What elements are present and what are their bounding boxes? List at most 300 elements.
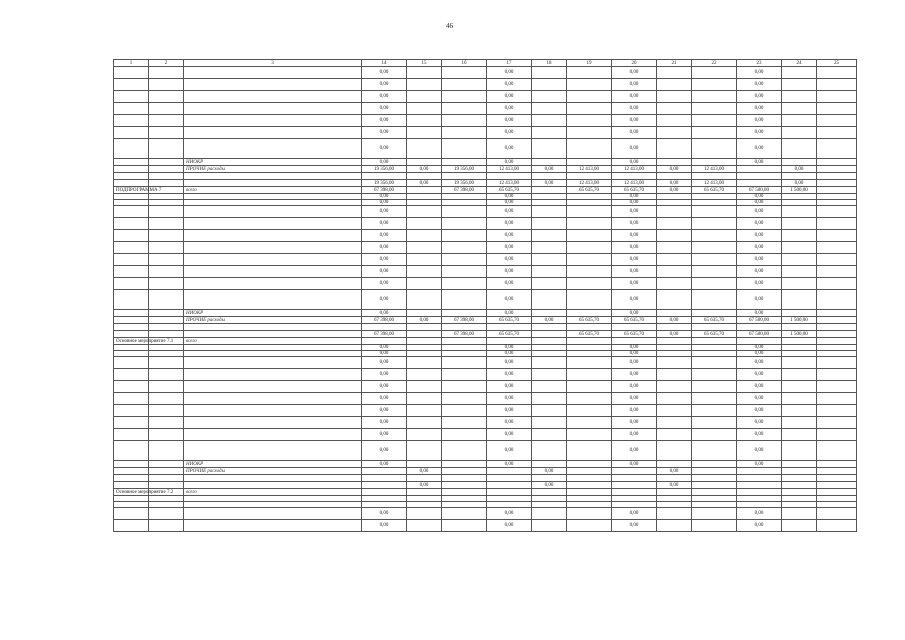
value-cell: 0,00 xyxy=(487,159,532,166)
value-cell xyxy=(407,441,442,461)
value-cell xyxy=(782,461,817,468)
value-cell xyxy=(442,127,487,139)
value-cell xyxy=(532,489,567,496)
program-label xyxy=(114,180,149,187)
funding-source xyxy=(184,357,362,369)
value-cell xyxy=(487,338,532,345)
column-header: 22 xyxy=(692,60,737,67)
value-cell xyxy=(442,357,487,369)
value-cell: 67 398,00 xyxy=(362,317,407,324)
value-cell: 0,00 xyxy=(487,206,532,218)
value-cell: 0,00 xyxy=(487,91,532,103)
value-cell xyxy=(487,173,532,180)
value-cell: 0,00 xyxy=(362,441,407,461)
value-cell xyxy=(657,310,692,317)
value-cell: 0,00 xyxy=(737,194,782,200)
value-cell: 19 356,00 xyxy=(442,166,487,173)
program-name xyxy=(149,91,184,103)
value-cell xyxy=(782,429,817,441)
value-cell xyxy=(817,206,857,218)
value-cell xyxy=(782,475,817,482)
value-cell xyxy=(487,482,532,489)
value-cell: 0,00 xyxy=(612,345,657,351)
value-cell: 0,00 xyxy=(612,159,657,166)
value-cell xyxy=(657,242,692,254)
value-cell xyxy=(442,278,487,290)
value-cell: 0,00 xyxy=(362,429,407,441)
value-cell: 0,00 xyxy=(487,278,532,290)
value-cell: 0,00 xyxy=(612,429,657,441)
value-cell: 65 635,70 xyxy=(612,317,657,324)
program-label xyxy=(114,508,149,520)
value-cell xyxy=(532,67,567,79)
value-cell xyxy=(692,290,737,310)
program-label xyxy=(114,159,149,166)
value-cell xyxy=(692,489,737,496)
column-header: 21 xyxy=(657,60,692,67)
table-row xyxy=(114,417,857,429)
funding-source xyxy=(184,520,362,532)
value-cell xyxy=(657,115,692,127)
value-cell: 0,00 xyxy=(737,230,782,242)
value-cell xyxy=(407,159,442,166)
value-cell xyxy=(657,357,692,369)
value-cell xyxy=(532,405,567,417)
value-cell xyxy=(442,159,487,166)
value-cell xyxy=(407,115,442,127)
value-cell: 0,00 xyxy=(487,127,532,139)
value-cell xyxy=(567,381,612,393)
table-row xyxy=(114,242,857,254)
program-label xyxy=(114,115,149,127)
value-cell xyxy=(567,91,612,103)
value-cell: 0,00 xyxy=(362,290,407,310)
value-cell xyxy=(442,468,487,475)
value-cell xyxy=(362,489,407,496)
value-cell xyxy=(532,230,567,242)
budget-table xyxy=(113,59,857,532)
value-cell xyxy=(817,139,857,159)
program-name xyxy=(149,417,184,429)
table-row xyxy=(114,405,857,417)
value-cell xyxy=(532,254,567,266)
value-cell xyxy=(362,338,407,345)
value-cell xyxy=(442,417,487,429)
value-cell: 0,00 xyxy=(362,242,407,254)
value-cell xyxy=(362,475,407,482)
value-cell xyxy=(407,324,442,331)
value-cell xyxy=(567,468,612,475)
value-cell xyxy=(407,242,442,254)
program-label xyxy=(114,482,149,489)
value-cell: 67 398,00 xyxy=(442,331,487,338)
value-cell: 0,00 xyxy=(612,369,657,381)
value-cell xyxy=(487,324,532,331)
value-cell: 67 500,00 xyxy=(737,317,782,324)
value-cell xyxy=(782,103,817,115)
table-row xyxy=(114,180,857,187)
value-cell xyxy=(407,127,442,139)
table-row xyxy=(114,218,857,230)
value-cell xyxy=(737,338,782,345)
funding-source xyxy=(184,331,362,338)
table-row xyxy=(114,331,857,338)
value-cell xyxy=(692,357,737,369)
table-row xyxy=(114,79,857,91)
program-label xyxy=(114,417,149,429)
value-cell xyxy=(442,242,487,254)
table-body xyxy=(114,60,857,532)
value-cell: 65 635,70 xyxy=(567,187,612,194)
value-cell: 0,00 xyxy=(612,242,657,254)
program-name xyxy=(149,310,184,317)
value-cell: 12 413,00 xyxy=(612,180,657,187)
value-cell: 0,00 xyxy=(532,180,567,187)
value-cell xyxy=(567,254,612,266)
value-cell: 67 398,00 xyxy=(362,187,407,194)
table-row xyxy=(114,461,857,468)
value-cell: 0,00 xyxy=(612,194,657,200)
value-cell: 0,00 xyxy=(532,166,567,173)
value-cell: 0,00 xyxy=(737,441,782,461)
funding-source xyxy=(184,218,362,230)
table-row xyxy=(114,230,857,242)
program-label xyxy=(114,127,149,139)
value-cell: 0,00 xyxy=(612,310,657,317)
value-cell: 0,00 xyxy=(737,91,782,103)
table-row xyxy=(114,254,857,266)
funding-source xyxy=(184,180,362,187)
value-cell: 0,00 xyxy=(737,508,782,520)
value-cell: 0,00 xyxy=(487,79,532,91)
value-cell xyxy=(817,482,857,489)
value-cell: 65 635,70 xyxy=(612,331,657,338)
funding-source xyxy=(184,91,362,103)
value-cell xyxy=(657,338,692,345)
value-cell: 1 500,00 xyxy=(782,331,817,338)
program-name xyxy=(149,290,184,310)
value-cell: 0,00 xyxy=(487,441,532,461)
value-cell xyxy=(782,357,817,369)
value-cell xyxy=(817,489,857,496)
funding-source xyxy=(184,290,362,310)
value-cell xyxy=(657,278,692,290)
value-cell xyxy=(407,67,442,79)
funding-source xyxy=(184,266,362,278)
value-cell xyxy=(817,242,857,254)
funding-source: НИОКР xyxy=(184,310,362,317)
funding-source: всего xyxy=(184,338,362,345)
value-cell xyxy=(612,482,657,489)
value-cell xyxy=(407,357,442,369)
funding-source: ПРОЧИЕ расходы xyxy=(184,468,362,475)
value-cell xyxy=(407,218,442,230)
value-cell xyxy=(782,218,817,230)
value-cell: 65 635,70 xyxy=(612,187,657,194)
value-cell xyxy=(782,417,817,429)
program-name xyxy=(149,357,184,369)
value-cell: 0,00 xyxy=(487,139,532,159)
table-row xyxy=(114,508,857,520)
value-cell xyxy=(407,206,442,218)
value-cell: 0,00 xyxy=(737,242,782,254)
value-cell: 0,00 xyxy=(737,393,782,405)
value-cell: 0,00 xyxy=(612,417,657,429)
value-cell xyxy=(657,369,692,381)
value-cell: 0,00 xyxy=(487,369,532,381)
value-cell xyxy=(567,67,612,79)
funding-source: ПРОЧИЕ расходы xyxy=(184,166,362,173)
value-cell xyxy=(532,79,567,91)
program-name xyxy=(149,242,184,254)
value-cell xyxy=(782,67,817,79)
value-cell: 65 635,70 xyxy=(692,187,737,194)
program-label xyxy=(114,230,149,242)
value-cell: 0,00 xyxy=(737,290,782,310)
value-cell xyxy=(362,482,407,489)
value-cell xyxy=(567,103,612,115)
table-row xyxy=(114,338,857,345)
funding-source xyxy=(184,324,362,331)
value-cell xyxy=(567,127,612,139)
value-cell: 0,00 xyxy=(612,357,657,369)
value-cell xyxy=(407,266,442,278)
value-cell xyxy=(692,278,737,290)
value-cell xyxy=(407,393,442,405)
value-cell xyxy=(817,103,857,115)
value-cell: 0,00 xyxy=(487,218,532,230)
value-cell: 0,00 xyxy=(362,278,407,290)
value-cell xyxy=(817,187,857,194)
value-cell: 0,00 xyxy=(782,166,817,173)
column-header: 24 xyxy=(782,60,817,67)
program-label xyxy=(114,381,149,393)
program-label xyxy=(114,278,149,290)
value-cell xyxy=(407,139,442,159)
program-label xyxy=(114,242,149,254)
value-cell xyxy=(407,381,442,393)
value-cell xyxy=(362,468,407,475)
value-cell: 0,00 xyxy=(362,357,407,369)
value-cell: 65 635,70 xyxy=(567,331,612,338)
table-row xyxy=(114,310,857,317)
value-cell xyxy=(782,482,817,489)
value-cell xyxy=(532,187,567,194)
value-cell: 0,00 xyxy=(612,254,657,266)
funding-source xyxy=(184,115,362,127)
value-cell: 0,00 xyxy=(612,91,657,103)
value-cell xyxy=(692,338,737,345)
program-label xyxy=(114,468,149,475)
column-header: 16 xyxy=(442,60,487,67)
value-cell xyxy=(692,508,737,520)
value-cell: 0,00 xyxy=(362,461,407,468)
program-name xyxy=(149,508,184,520)
value-cell xyxy=(442,429,487,441)
program-label xyxy=(114,429,149,441)
value-cell xyxy=(657,127,692,139)
value-cell: 0,00 xyxy=(487,381,532,393)
funding-source: всего xyxy=(184,489,362,496)
value-cell xyxy=(817,405,857,417)
value-cell xyxy=(782,405,817,417)
value-cell xyxy=(692,461,737,468)
value-cell xyxy=(657,489,692,496)
table-row xyxy=(114,67,857,79)
value-cell: 0,00 xyxy=(612,230,657,242)
program-name xyxy=(149,218,184,230)
value-cell: 67 398,00 xyxy=(362,331,407,338)
value-cell xyxy=(442,115,487,127)
value-cell xyxy=(737,324,782,331)
value-cell xyxy=(692,441,737,461)
value-cell xyxy=(692,417,737,429)
program-name xyxy=(149,127,184,139)
program-label xyxy=(114,441,149,461)
value-cell xyxy=(612,324,657,331)
value-cell xyxy=(532,290,567,310)
value-cell xyxy=(657,79,692,91)
program-name xyxy=(149,461,184,468)
value-cell xyxy=(567,310,612,317)
value-cell xyxy=(692,310,737,317)
value-cell: 0,00 xyxy=(362,351,407,357)
value-cell xyxy=(567,115,612,127)
value-cell xyxy=(532,475,567,482)
value-cell xyxy=(657,230,692,242)
value-cell xyxy=(532,206,567,218)
program-label xyxy=(114,357,149,369)
value-cell xyxy=(657,159,692,166)
value-cell xyxy=(567,482,612,489)
value-cell: 0,00 xyxy=(737,357,782,369)
program-label xyxy=(114,67,149,79)
value-cell xyxy=(692,520,737,532)
value-cell xyxy=(737,489,782,496)
value-cell: 0,00 xyxy=(532,482,567,489)
funding-source xyxy=(184,417,362,429)
value-cell xyxy=(532,218,567,230)
value-cell xyxy=(817,173,857,180)
program-label xyxy=(114,461,149,468)
value-cell xyxy=(487,489,532,496)
value-cell: 67 500,00 xyxy=(737,331,782,338)
value-cell: 0,00 xyxy=(487,520,532,532)
value-cell: 12 413,00 xyxy=(692,166,737,173)
value-cell: 0,00 xyxy=(532,317,567,324)
value-cell: 0,00 xyxy=(362,310,407,317)
value-cell xyxy=(407,290,442,310)
value-cell xyxy=(407,103,442,115)
program-name xyxy=(149,103,184,115)
value-cell xyxy=(817,218,857,230)
program-name xyxy=(149,324,184,331)
value-cell xyxy=(612,338,657,345)
value-cell xyxy=(817,79,857,91)
value-cell xyxy=(782,230,817,242)
value-cell: 0,00 xyxy=(737,278,782,290)
table-row xyxy=(114,290,857,310)
table-row xyxy=(114,187,857,194)
table-row xyxy=(114,381,857,393)
funding-source: НИОКР xyxy=(184,159,362,166)
column-header: 1 xyxy=(114,60,149,67)
value-cell xyxy=(692,405,737,417)
program-label xyxy=(114,206,149,218)
funding-source xyxy=(184,475,362,482)
program-label: Основное мероприятие 7.1 xyxy=(114,338,149,345)
column-header: 15 xyxy=(407,60,442,67)
program-label xyxy=(114,254,149,266)
value-cell xyxy=(817,67,857,79)
program-name xyxy=(149,317,184,324)
value-cell xyxy=(817,278,857,290)
value-cell xyxy=(532,103,567,115)
value-cell xyxy=(442,508,487,520)
table-row xyxy=(114,173,857,180)
value-cell: 0,00 xyxy=(612,79,657,91)
value-cell xyxy=(567,393,612,405)
value-cell xyxy=(692,159,737,166)
value-cell xyxy=(817,508,857,520)
value-cell: 0,00 xyxy=(362,254,407,266)
column-header: 17 xyxy=(487,60,532,67)
column-header: 23 xyxy=(737,60,782,67)
value-cell xyxy=(407,254,442,266)
value-cell xyxy=(407,461,442,468)
column-header: 2 xyxy=(149,60,184,67)
value-cell xyxy=(692,324,737,331)
value-cell: 0,00 xyxy=(657,317,692,324)
value-cell xyxy=(442,310,487,317)
value-cell: 0,00 xyxy=(362,91,407,103)
program-name xyxy=(149,180,184,187)
value-cell: 0,00 xyxy=(487,310,532,317)
table-row xyxy=(114,115,857,127)
value-cell: 0,00 xyxy=(487,194,532,200)
value-cell: 0,00 xyxy=(362,218,407,230)
value-cell xyxy=(532,266,567,278)
column-header: 14 xyxy=(362,60,407,67)
value-cell: 0,00 xyxy=(362,127,407,139)
program-name xyxy=(149,230,184,242)
value-cell: 0,00 xyxy=(612,115,657,127)
value-cell: 0,00 xyxy=(657,468,692,475)
table-row xyxy=(114,489,857,496)
value-cell: 19 356,00 xyxy=(362,180,407,187)
value-cell xyxy=(567,173,612,180)
program-label xyxy=(114,266,149,278)
value-cell: 0,00 xyxy=(487,266,532,278)
value-cell: 65 635,70 xyxy=(487,187,532,194)
value-cell: 0,00 xyxy=(362,159,407,166)
value-cell xyxy=(782,393,817,405)
value-cell xyxy=(657,520,692,532)
value-cell xyxy=(817,393,857,405)
value-cell: 67 398,00 xyxy=(442,317,487,324)
column-header: 3 xyxy=(184,60,362,67)
value-cell: 0,00 xyxy=(737,266,782,278)
value-cell xyxy=(567,324,612,331)
value-cell xyxy=(782,139,817,159)
funding-source xyxy=(184,139,362,159)
value-cell xyxy=(567,461,612,468)
value-cell xyxy=(567,139,612,159)
program-label xyxy=(114,324,149,331)
value-cell: 0,00 xyxy=(737,345,782,351)
table-row xyxy=(114,429,857,441)
value-cell: 0,00 xyxy=(737,381,782,393)
